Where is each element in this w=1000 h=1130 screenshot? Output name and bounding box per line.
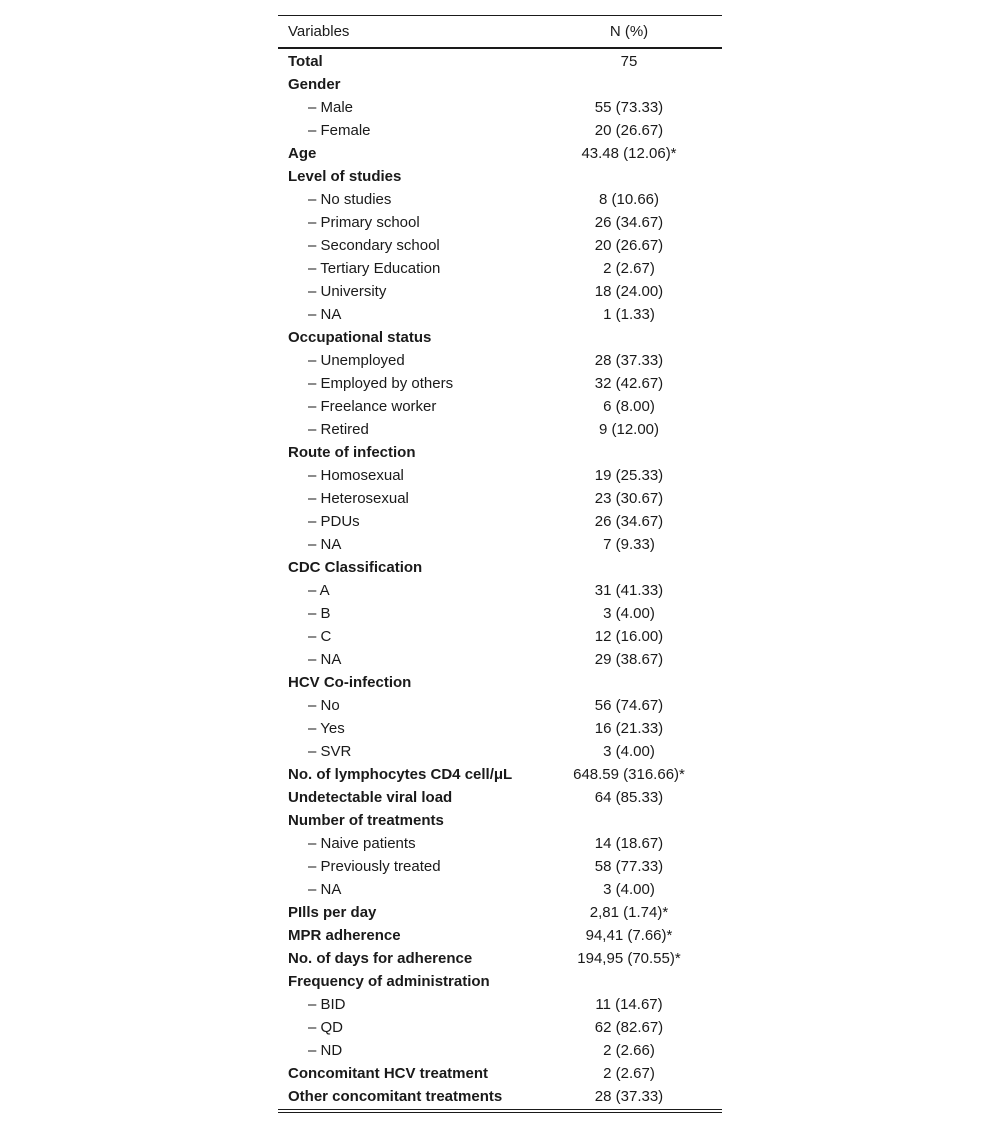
table-section-row: [278, 556, 722, 579]
row-label: PIlls per day: [288, 904, 377, 921]
row-label: – A: [308, 582, 330, 599]
row-label: – Secondary school: [308, 237, 440, 254]
row-value: [536, 165, 722, 188]
table-section-row: [278, 947, 722, 970]
row-value: 26 (34.67): [594, 513, 664, 530]
table-section-row: [278, 924, 722, 947]
table-section-row: [278, 165, 722, 188]
table-row: [278, 372, 722, 395]
row-value: 3 (4.00): [603, 743, 655, 760]
table-section-row: [278, 970, 722, 993]
demographics-table-container: [278, 15, 722, 1113]
row-value: 26 (34.67): [594, 214, 664, 231]
row-value: 23 (30.67): [594, 490, 664, 507]
column-header-variables: Variables: [288, 23, 350, 40]
row-label: – ND: [308, 1042, 343, 1059]
row-value: 18 (24.00): [594, 283, 664, 300]
row-label: Undetectable viral load: [288, 789, 453, 806]
row-value: 2,81 (1.74)*: [589, 904, 669, 921]
row-label: – Previously treated: [308, 858, 441, 875]
row-label: Frequency of administration: [288, 973, 490, 990]
row-label: – Primary school: [308, 214, 420, 231]
row-value: [536, 809, 722, 832]
table-body: [278, 48, 722, 1108]
table-row: [278, 303, 722, 326]
row-label: CDC Classification: [288, 559, 423, 576]
table-row: [278, 280, 722, 303]
row-value: [536, 326, 722, 349]
row-label: Level of studies: [288, 168, 402, 185]
row-label: HCV Co-infection: [288, 674, 412, 691]
column-header-n-percent: N (%): [609, 23, 649, 40]
row-label: – Unemployed: [308, 352, 405, 369]
row-value: 648.59 (316.66)*: [573, 766, 685, 783]
table-header: [278, 16, 722, 49]
table-row: [278, 855, 722, 878]
row-label: Occupational status: [288, 329, 432, 346]
table-section-row: [278, 73, 722, 96]
row-value: 2 (2.66): [603, 1042, 655, 1059]
row-value: 29 (38.67): [594, 651, 664, 668]
row-label: – Male: [308, 99, 354, 116]
table-section-row: [278, 1085, 722, 1108]
table-section-row: [278, 671, 722, 694]
table-row: [278, 234, 722, 257]
table-bottom-rule: [278, 1109, 722, 1113]
row-value: 194,95 (70.55)*: [577, 950, 681, 967]
row-value: [536, 671, 722, 694]
table-row: [278, 510, 722, 533]
row-label: – SVR: [308, 743, 352, 760]
row-label: No. of lymphocytes CD4 cell/μL: [288, 766, 513, 783]
table-row: [278, 211, 722, 234]
row-label: – University: [308, 283, 387, 300]
row-value: 75: [620, 53, 638, 70]
row-label: – Employed by others: [308, 375, 454, 392]
row-label: – No: [308, 697, 340, 714]
row-value: 20 (26.67): [594, 122, 664, 139]
row-label: – PDUs: [308, 513, 360, 530]
row-value: 3 (4.00): [603, 605, 655, 622]
table-header-row: [278, 16, 722, 49]
row-value: [536, 441, 722, 464]
row-label: Total: [288, 53, 323, 70]
row-value: 14 (18.67): [594, 835, 664, 852]
row-value: 6 (8.00): [603, 398, 655, 415]
row-label: – NA: [308, 536, 342, 553]
row-label: – BID: [308, 996, 346, 1013]
row-label: – C: [308, 628, 332, 645]
table-section-row: [278, 441, 722, 464]
row-label: Other concomitant treatments: [288, 1088, 503, 1105]
row-value: 43.48 (12.06)*: [581, 145, 677, 162]
row-label: – NA: [308, 651, 342, 668]
row-label: – Yes: [308, 720, 345, 737]
row-value: 94,41 (7.66)*: [585, 927, 673, 944]
row-label: – Retired: [308, 421, 369, 438]
row-value: 3 (4.00): [603, 881, 655, 898]
row-label: – Heterosexual: [308, 490, 409, 507]
row-label: Concomitant HCV treatment: [288, 1065, 489, 1082]
row-value: 56 (74.67): [594, 697, 664, 714]
table-row: [278, 119, 722, 142]
table-section-row: [278, 142, 722, 165]
table-row: [278, 349, 722, 372]
demographics-table: [278, 15, 722, 1108]
row-value: 32 (42.67): [594, 375, 664, 392]
row-value: 9 (12.00): [598, 421, 660, 438]
row-value: 2 (2.67): [603, 260, 655, 277]
table-row: [278, 96, 722, 119]
row-value: 62 (82.67): [594, 1019, 664, 1036]
table-row: [278, 694, 722, 717]
row-label: – NA: [308, 306, 342, 323]
table-section-row: [278, 1062, 722, 1085]
row-value: 58 (77.33): [594, 858, 664, 875]
table-row: [278, 1039, 722, 1062]
table-row: [278, 188, 722, 211]
row-label: Age: [288, 145, 317, 162]
table-section-row: [278, 326, 722, 349]
table-row: [278, 1016, 722, 1039]
table-row: [278, 487, 722, 510]
table-row: [278, 740, 722, 763]
table-row: [278, 579, 722, 602]
row-label: – Naive patients: [308, 835, 416, 852]
table-row: [278, 832, 722, 855]
row-label: Number of treatments: [288, 812, 444, 829]
row-value: 16 (21.33): [594, 720, 664, 737]
table-row: [278, 648, 722, 671]
table-row: [278, 395, 722, 418]
table-section-row: [278, 809, 722, 832]
row-label: – Freelance worker: [308, 398, 437, 415]
table-row: [278, 993, 722, 1016]
row-label: MPR adherence: [288, 927, 401, 944]
row-value: 11 (14.67): [595, 996, 663, 1013]
row-label: No. of days for adherence: [288, 950, 473, 967]
row-value: [536, 556, 722, 579]
row-label: – NA: [308, 881, 342, 898]
table-row: [278, 625, 722, 648]
row-value: 8 (10.66): [598, 191, 660, 208]
row-label: – B: [308, 605, 331, 622]
table-section-row: [278, 48, 722, 73]
row-value: 12 (16.00): [594, 628, 664, 645]
row-label: – QD: [308, 1019, 344, 1036]
row-value: 64 (85.33): [594, 789, 664, 806]
row-label: Route of infection: [288, 444, 416, 461]
table-row: [278, 418, 722, 441]
table-section-row: [278, 786, 722, 809]
row-label: Gender: [288, 76, 341, 93]
row-value: [536, 73, 722, 96]
row-value: [536, 970, 722, 993]
table-row: [278, 257, 722, 280]
row-label: – Female: [308, 122, 371, 139]
row-value: 28 (37.33): [594, 352, 664, 369]
table-row: [278, 717, 722, 740]
table-row: [278, 878, 722, 901]
row-value: 2 (2.67): [603, 1065, 655, 1082]
row-value: 7 (9.33): [603, 536, 655, 553]
row-value: 55 (73.33): [594, 99, 664, 116]
row-value: 20 (26.67): [594, 237, 664, 254]
table-row: [278, 464, 722, 487]
row-value: 28 (37.33): [594, 1088, 664, 1105]
table-row: [278, 533, 722, 556]
row-label: – Tertiary Education: [308, 260, 441, 277]
table-row: [278, 602, 722, 625]
table-section-row: [278, 763, 722, 786]
row-label: – Homosexual: [308, 467, 404, 484]
row-value: 31 (41.33): [594, 582, 664, 599]
row-value: 1 (1.33): [603, 306, 655, 323]
table-section-row: [278, 901, 722, 924]
row-label: – No studies: [308, 191, 392, 208]
row-value: 19 (25.33): [594, 467, 664, 484]
